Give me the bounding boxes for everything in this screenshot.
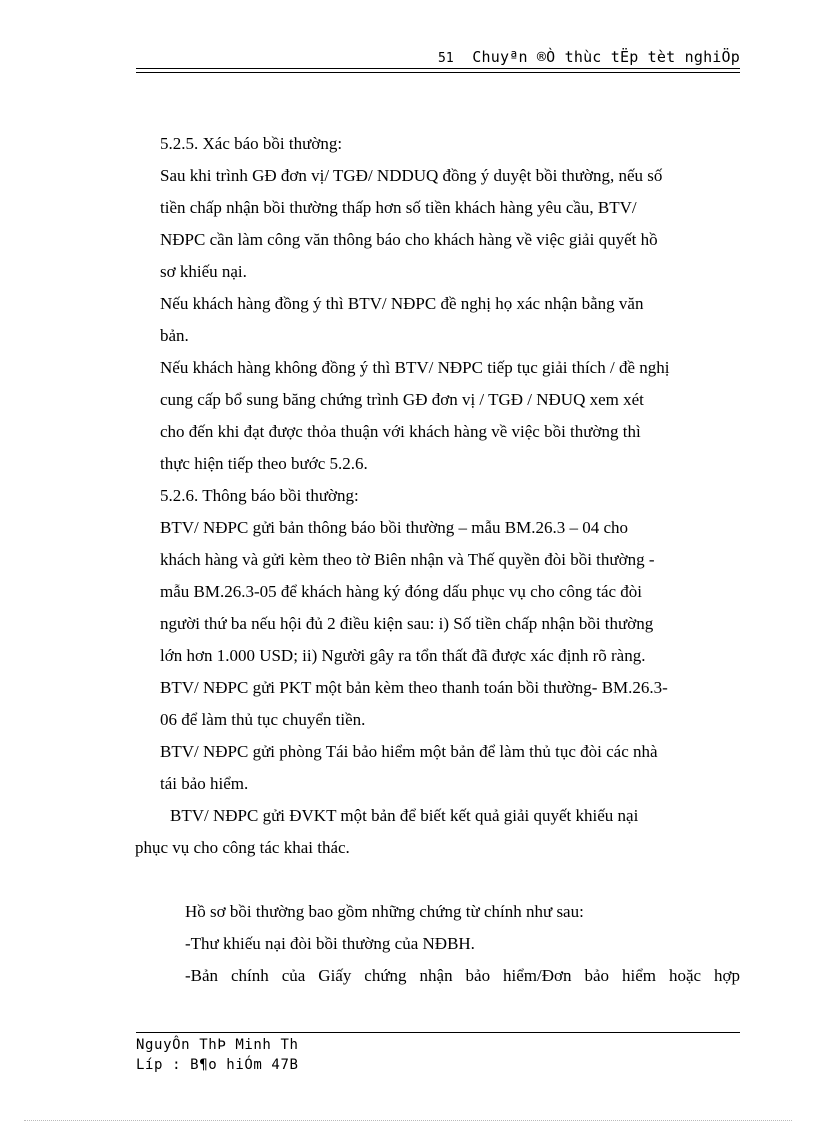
paragraph-line: lớn hơn 1.000 USD; ii) Người gây ra tổn thất đã được xác định rõ ràng. [160, 646, 646, 665]
paragraph-line: tái bảo hiểm. [160, 774, 249, 793]
paragraph-gap [160, 870, 740, 902]
paragraph-line: NĐPC cần làm công văn thông báo cho khách hàng về việc giải quyết hồ [160, 230, 658, 249]
paragraph-line: bản. [160, 326, 189, 345]
page-bottom-edge [24, 1120, 792, 1121]
header-title: Chuyªn ®Ò thùc tËp tèt nghiÖp [472, 48, 740, 66]
paragraph-line: Sau khi trình GĐ đơn vị/ TGĐ/ NDDUQ đồng ý duyệt bồi thường, nếu số [160, 166, 663, 185]
paragraph-line: BTV/ NĐPC gửi bản thông báo bồi thường – mẫu BM.26.3 – 04 cho [160, 518, 628, 537]
paragraph-line: người thứ ba nếu hội đủ 2 điều kiện sau: i) Số tiền chấp nhận bồi thường [160, 614, 654, 633]
paragraph-line: BTV/ NĐPC gửi phòng Tái bảo hiểm một bản để làm thủ tục đòi các nhà [160, 742, 658, 761]
paragraph-line: tiền chấp nhận bồi thường thấp hơn số tiền khách hàng yêu cầu, BTV/ [160, 198, 637, 217]
paragraph-line: 06 để làm thủ tục chuyển tiền. [160, 710, 366, 729]
paragraph-line: Hồ sơ bồi thường bao gồm những chứng từ chính như sau: [185, 902, 584, 921]
paragraph-line: cung cấp bổ sung băng chứng trình GĐ đơn vị / TGĐ / NĐUQ xem xét [160, 390, 644, 409]
paragraph-line: thực hiện tiếp theo bước 5.2.6. [160, 454, 368, 473]
paragraph-line: cho đến khi đạt được thỏa thuận với khách hàng về việc bồi thường thì [160, 422, 641, 441]
section-heading: 5.2.6. Thông báo bồi thường: [160, 486, 359, 505]
paragraph-line: khách hàng và gửi kèm theo tờ Biên nhận và Thế quyền đòi bồi thường - [160, 550, 655, 569]
body-text [135, 134, 740, 998]
list-item: -Thư khiếu nại đòi bồi thường của NĐBH. [185, 934, 475, 953]
section-heading: 5.2.5. Xác báo bồi thường: [160, 134, 343, 153]
footer-class: Líp : B¶o hiÓm 47B [136, 1057, 299, 1073]
paragraph-line: BTV/ NĐPC gửi PKT một bản kèm theo thanh toán bồi thường- BM.26.3- [160, 678, 668, 697]
header-rule [136, 68, 740, 69]
paragraph-line: BTV/ NĐPC gửi ĐVKT một bản để biết kết quả giải quyết khiếu nại [170, 806, 639, 825]
paragraph-line: sơ khiếu nại. [160, 262, 247, 281]
paragraph-line: Nếu khách hàng đồng ý thì BTV/ NĐPC đề nghị họ xác nhận bằng văn [160, 294, 644, 313]
footer-author: NguyÔn ThÞ Minh Th [136, 1037, 299, 1053]
page-number: 51 [438, 51, 454, 66]
paragraph-line: mẫu BM.26.3-05 để khách hàng ký đóng dấu phục vụ cho công tác đòi [160, 582, 643, 601]
paragraph-line: Nếu khách hàng không đồng ý thì BTV/ NĐPC tiếp tục giải thích / đề nghị [160, 358, 670, 377]
header-rule-secondary [136, 72, 740, 73]
paragraph-line: phục vụ cho công tác khai thác. [135, 838, 350, 857]
footer-rule [136, 1032, 740, 1033]
list-item: -Bản chính của Giấy chứng nhận bảo hiểm/Đơn bảo hiểm hoặc hợp [185, 966, 740, 985]
